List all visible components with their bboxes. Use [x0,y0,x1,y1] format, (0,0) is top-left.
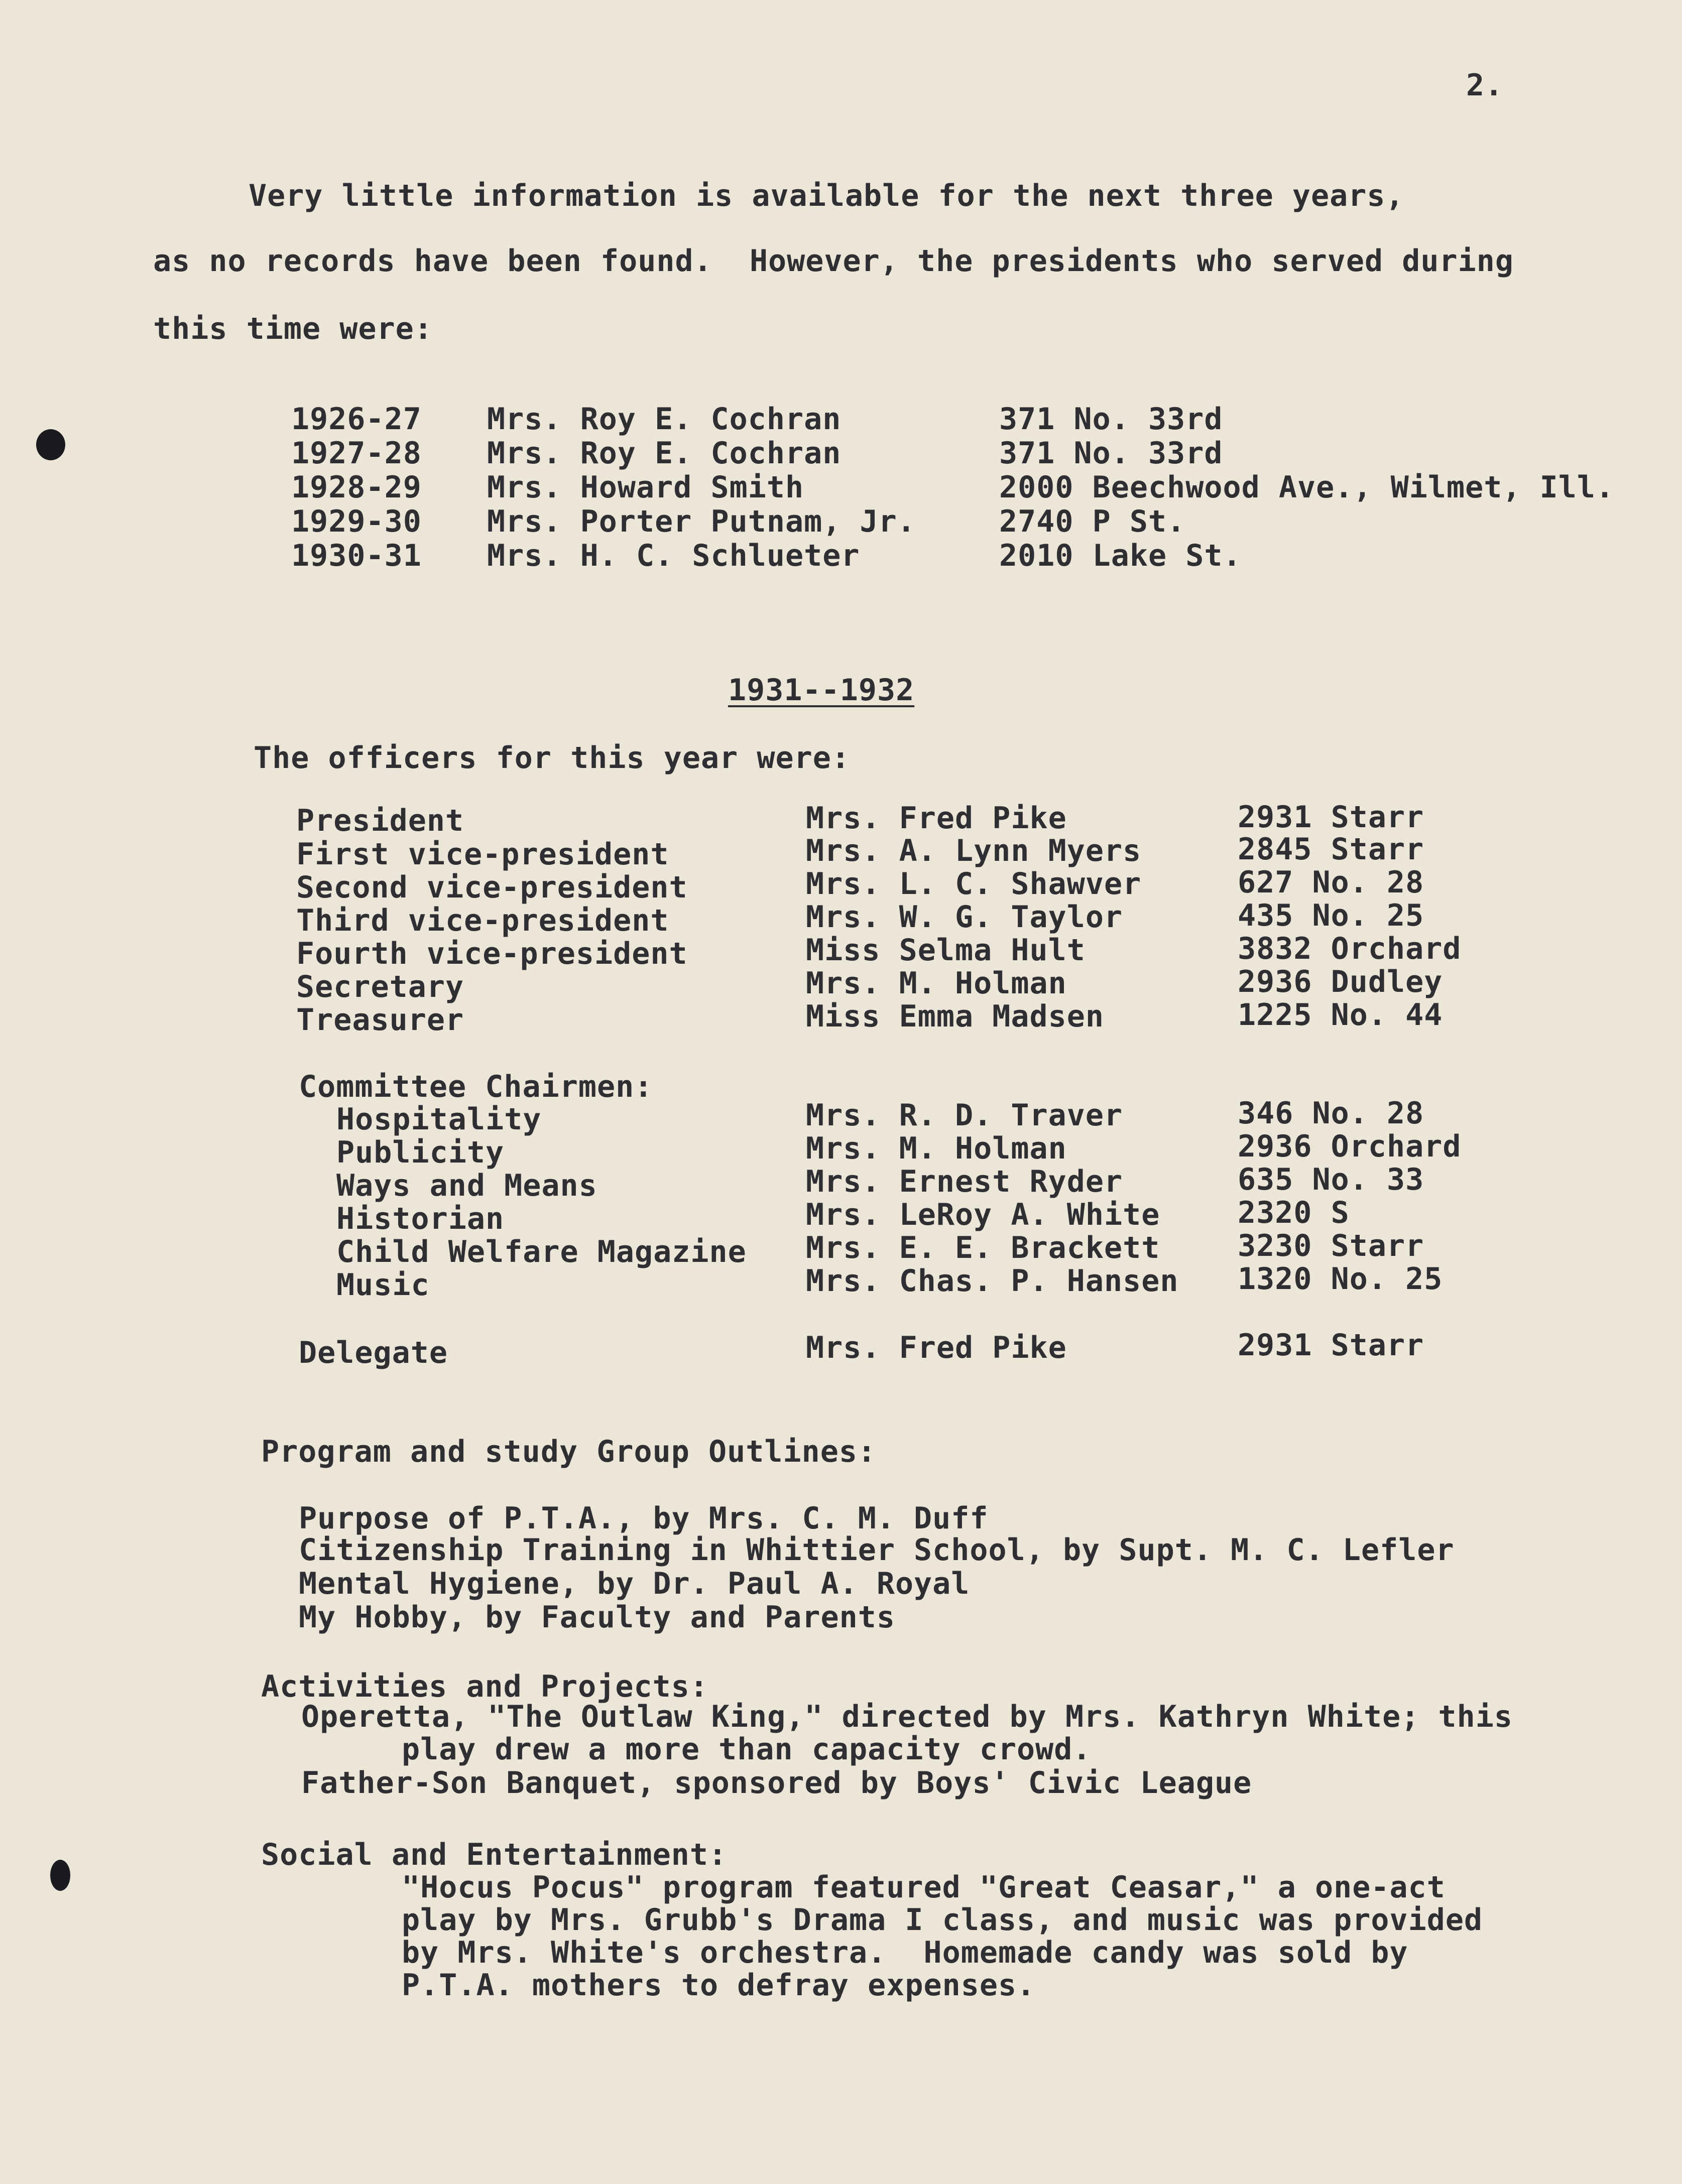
officer-role: Fourth vice-president [296,936,688,971]
president-name: Mrs. H. C. Schlueter [487,538,860,573]
officer-address: 2936 Dudley [1238,964,1443,999]
social-line: by Mrs. White's orchestra. Homemade candy was sold by [402,1935,1408,1970]
president-name: Mrs. Howard Smith [487,470,804,505]
intro-line-2: as no records have been found. However, the presidents who served during [153,243,1514,279]
officer-address: 435 No. 25 [1238,898,1424,933]
punch-hole-top [36,429,65,460]
program-item: Mental Hygiene, by Dr. Paul A. Royal [299,1566,970,1601]
committee-role: Historian [336,1201,505,1236]
social-heading: Social and Entertainment: [261,1837,728,1872]
program-heading: Program and study Group Outlines: [261,1434,877,1469]
year-heading: 1931--1932 [728,673,915,708]
committee-role: Music [336,1267,430,1303]
committee-heading: Committee Chairmen: [299,1069,653,1104]
committee-address: 1320 No. 25 [1238,1261,1443,1297]
officer-address: 1225 No. 44 [1238,997,1443,1033]
social-line: play by Mrs. Grubb's Drama I class, and music was provided [402,1902,1483,1938]
president-year: 1930-31 [291,538,422,573]
committee-address: 2320 S [1238,1195,1350,1230]
officer-name: Mrs. W. G. Taylor [806,900,1123,935]
officer-name: Miss Emma Madsen [806,999,1104,1034]
officer-role: Third vice-president [296,903,669,938]
officer-address: 2845 Starr [1238,832,1424,867]
activities-line: play drew a more than capacity crowd. [402,1732,1092,1767]
committee-role: Publicity [336,1135,505,1170]
president-year: 1927-28 [291,436,422,471]
president-year: 1926-27 [291,402,422,437]
committee-address: 3230 Starr [1238,1228,1424,1263]
president-year: 1928-29 [291,470,422,505]
delegate-name: Mrs. Fred Pike [806,1330,1067,1365]
program-item: Citizenship Training in Whittier School, by Supt. M. C. Lefler [299,1532,1455,1568]
page-number: 2. [1466,68,1504,103]
activities-line: Father-Son Banquet, sponsored by Boys' Civic League [301,1765,1252,1801]
officer-role: President [296,803,464,838]
committee-address: 635 No. 33 [1238,1162,1424,1197]
president-address: 371 No. 33rd [999,402,1223,437]
committee-name: Mrs. Chas. P. Hansen [806,1263,1179,1299]
committee-name: Mrs. M. Holman [806,1131,1067,1166]
committee-name: Mrs. LeRoy A. White [806,1197,1160,1232]
committee-role: Hospitality [336,1102,542,1137]
officer-name: Mrs. L. C. Shawver [806,866,1142,902]
officer-role: Secretary [296,969,464,1004]
committee-address: 2936 Orchard [1238,1129,1462,1164]
officer-name: Mrs. Fred Pike [806,801,1067,836]
president-name: Mrs. Roy E. Cochran [487,436,842,471]
committee-name: Mrs. E. E. Brackett [806,1230,1160,1265]
officer-address: 2931 Starr [1238,800,1424,835]
delegate-address: 2931 Starr [1238,1328,1424,1363]
intro-line-3: this time were: [153,311,433,346]
president-name: Mrs. Porter Putnam, Jr. [487,504,916,539]
activities-heading: Activities and Projects: [261,1669,708,1704]
activities-line: Operetta, "The Outlaw King," directed by Mrs. Kathryn White; this [301,1699,1513,1734]
committee-name: Mrs. Ernest Ryder [806,1164,1123,1199]
program-item: My Hobby, by Faculty and Parents [299,1600,895,1635]
president-year: 1929-30 [291,504,422,539]
officer-role: First vice-president [296,837,669,872]
committee-name: Mrs. R. D. Traver [806,1098,1123,1133]
delegate-role: Delegate [299,1335,448,1370]
officer-role: Treasurer [296,1002,464,1038]
intro-line-1: Very little information is available for the next three years, [249,178,1404,213]
officer-name: Miss Selma Hult [806,933,1086,968]
president-address: 2010 Lake St. [999,538,1242,573]
punch-hole-bottom [50,1860,70,1891]
committee-role: Ways and Means [336,1168,597,1203]
president-address: 2740 P St. [999,504,1186,539]
social-line: "Hocus Pocus" program featured "Great Ceasar," a one-act [402,1870,1446,1905]
officer-address: 3832 Orchard [1238,931,1462,966]
program-item: Purpose of P.T.A., by Mrs. C. M. Duff [299,1501,989,1536]
president-address: 2000 Beechwood Ave., Wilmet, Ill. [999,470,1615,505]
officers-intro: The officers for this year were: [254,740,850,776]
committee-role: Child Welfare Magazine [336,1234,747,1269]
officer-name: Mrs. A. Lynn Myers [806,833,1142,868]
social-line: P.T.A. mothers to defray expenses. [402,1968,1036,2003]
officer-address: 627 No. 28 [1238,865,1424,900]
officer-name: Mrs. M. Holman [806,966,1067,1001]
officer-role: Second vice-president [296,870,688,905]
committee-address: 346 No. 28 [1238,1096,1424,1131]
president-address: 371 No. 33rd [999,436,1223,471]
president-name: Mrs. Roy E. Cochran [487,402,842,437]
